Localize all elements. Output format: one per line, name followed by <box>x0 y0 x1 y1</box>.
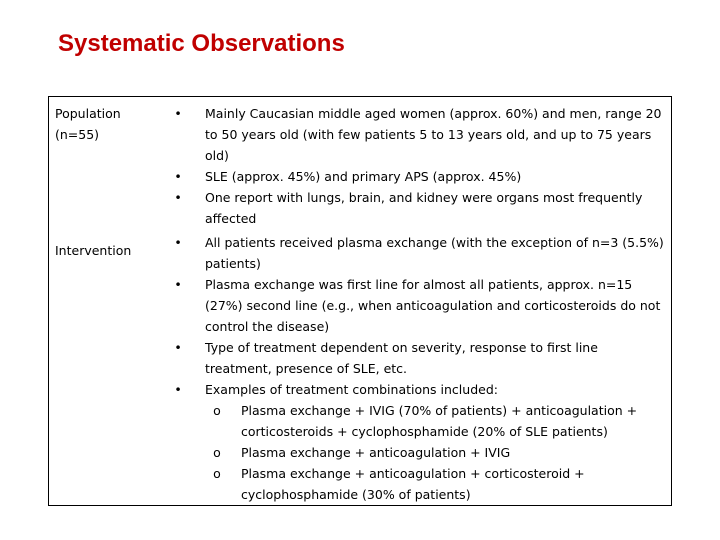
bullet-icon: • <box>174 340 182 355</box>
page-title: Systematic Observations <box>58 30 345 57</box>
row-label-intervention: Intervention <box>55 243 132 258</box>
sub-bullet-icon: o <box>213 403 221 418</box>
row-label-population: Population (n=55) <box>55 106 121 142</box>
sub-bullet-icon: o <box>213 445 221 460</box>
sub-bullet-icon: o <box>213 466 221 481</box>
bullet-icon: • <box>174 235 182 250</box>
table-row-population: Population (n=55) • Mainly Caucasian middle aged women (approx. 60%) and men, range 20 to 50 years old (with few patients 5 to 13 years old, and up to 75 years old) • SLE (approx. 45%) and primary APS (approx. 45%) • One report with lungs, brain, and kidney were organs most frequently affected <box>49 97 671 234</box>
bullet-icon: • <box>174 382 182 397</box>
bullet-icon: • <box>174 190 182 205</box>
bullet-icon: • <box>174 169 182 184</box>
observations-table <box>48 96 672 506</box>
table-row-intervention: Intervention • All patients received plasma exchange (with the exception of n=3 (5.5%) patients) • Plasma exchange was first line for almost all patients, approx. n=15 (27%) second line (e.g., when anticoagulation and corticosteroids do not control the disease) • Type of treatment dependent on severity, response to first line treatment, presence of SLE, etc. • Examples of treatment combinations included: o Plasma exchange + IVIG (70% of patients) + anticoagulation + corticosteroids + cyclophosphamide (20% of SLE patients) o Plasma exchange + anticoagulation + IVIG o Plasma exchange + anticoagulation + corticosteroid + cyclophosphamide (30% of patients) <box>49 234 671 507</box>
bullet-icon: • <box>174 277 182 292</box>
bullet-icon: • <box>174 106 182 121</box>
